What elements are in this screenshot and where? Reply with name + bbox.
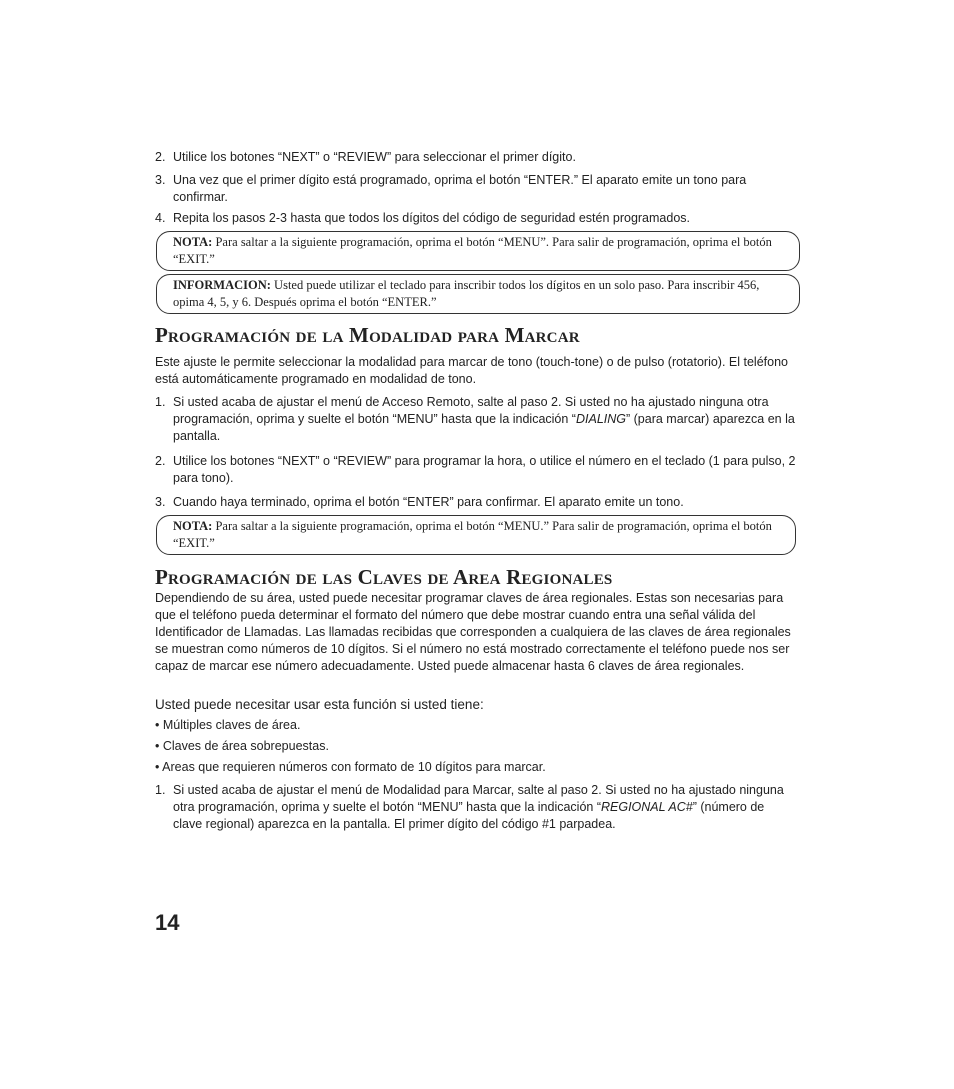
step-text: Cuando haya terminado, oprima el botón “ENTER” para confirmar. El aparato emite un tono. <box>173 495 684 509</box>
note-text: Para saltar a la siguiente programación, oprima el botón “MENU”. Para salir de programación, oprima el botón “EXIT.” <box>173 235 772 266</box>
note-label: NOTA: <box>173 519 213 533</box>
list-item <box>155 172 800 206</box>
section-intro: Dependiendo de su área, usted puede necesitar programar claves de área regionales. Estas son necesarias para que el teléfono pueda determinar el formato del número que debe mostrar cuando entra una señal válida del Identificador de Llamadas. Las llamadas recibidas que corresponden a cualquiera de las claves de área regionales se muestran como números de 10 dígitos. Si el número no está mostrado correctamente el teléfono puede nos ser capaz de marcar ese número adecuadamente. Usted puede almacenar hasta 6 claves de área regionales. <box>155 591 791 673</box>
step-number: 1. <box>155 783 166 797</box>
step-text: Repita los pasos 2-3 hasta que todos los dígitos del código de seguridad estén programados. <box>173 211 690 225</box>
step-number: 2. <box>155 454 166 468</box>
list-item <box>155 394 800 445</box>
step-text: Utilice los botones “NEXT” o “REVIEW” para seleccionar el primer dígito. <box>173 150 576 164</box>
step-text: Si usted acaba de ajustar el menú de Modalidad para Marcar, salte al paso 2. Si usted no ha ajustado ninguna otra programación, oprima y suelte el botón “MENU” hasta que la indicación “REGIONAL AC#” (número de clave regional) aparezca en la pantalla. El primer dígito del código #1 parpadea. <box>173 783 784 831</box>
list-item <box>155 494 800 511</box>
note-box <box>156 231 800 271</box>
list-item <box>155 453 800 487</box>
page-number: 14 <box>155 910 180 935</box>
note-label: NOTA: <box>173 235 213 249</box>
list-item <box>155 210 800 227</box>
step-text: Una vez que el primer dígito está programado, oprima el botón “ENTER.” El aparato emite un tono para confirmar. <box>173 173 747 204</box>
bullet-item: • Areas que requieren números con formato de 10 dígitos para marcar. <box>155 760 546 774</box>
step-number: 3. <box>155 173 166 187</box>
step-text: Si usted acaba de ajustar el menú de Acceso Remoto, salte al paso 2. Si usted no ha ajustado ninguna otra programación, oprima y suelte el botón “MENU” hasta que la indicación “DIALING” (para marcar) aparezca en la pantalla. <box>173 395 795 443</box>
section-intro: Este ajuste le permite seleccionar la modalidad para marcar de tono (touch-tone) o de pulso (rotatorio). El teléfono está automáticamente programado en modalidad de tono. <box>155 355 788 386</box>
step-number: 3. <box>155 495 166 509</box>
display-indication: DIALING <box>575 412 626 426</box>
section-heading: Programación de la Modalidad para Marcar <box>155 323 580 347</box>
step-text: Utilice los botones “NEXT” o “REVIEW” para programar la hora, o utilice el número en el teclado (1 para pulso, 2 para tono). <box>173 454 796 485</box>
note-text: Para saltar a la siguiente programación, oprima el botón “MENU.” Para salir de programación, oprima el botón “EXIT.” <box>173 519 772 550</box>
bullet-item: • Múltiples claves de área. <box>155 718 301 732</box>
display-indication: REGIONAL AC# <box>601 800 693 814</box>
note-box <box>156 515 796 555</box>
list-item <box>155 149 800 166</box>
info-text: Usted puede utilizar el teclado para inscribir todos los dígitos en un solo paso. Para inscribir 456, opima 4, 5, y 6. Después oprima el botón “ENTER.” <box>173 278 760 309</box>
info-box <box>156 274 800 314</box>
step-number: 2. <box>155 150 166 164</box>
info-label: INFORMACION: <box>173 278 271 292</box>
section-heading: Programación de las Claves de Area Regionales <box>155 565 613 589</box>
bullet-item: • Claves de área sobrepuestas. <box>155 739 329 753</box>
list-item <box>155 782 790 833</box>
step-number: 1. <box>155 395 166 409</box>
section-lead: Usted puede necesitar usar esta función si usted tiene: <box>155 697 484 712</box>
step-number: 4. <box>155 211 166 225</box>
